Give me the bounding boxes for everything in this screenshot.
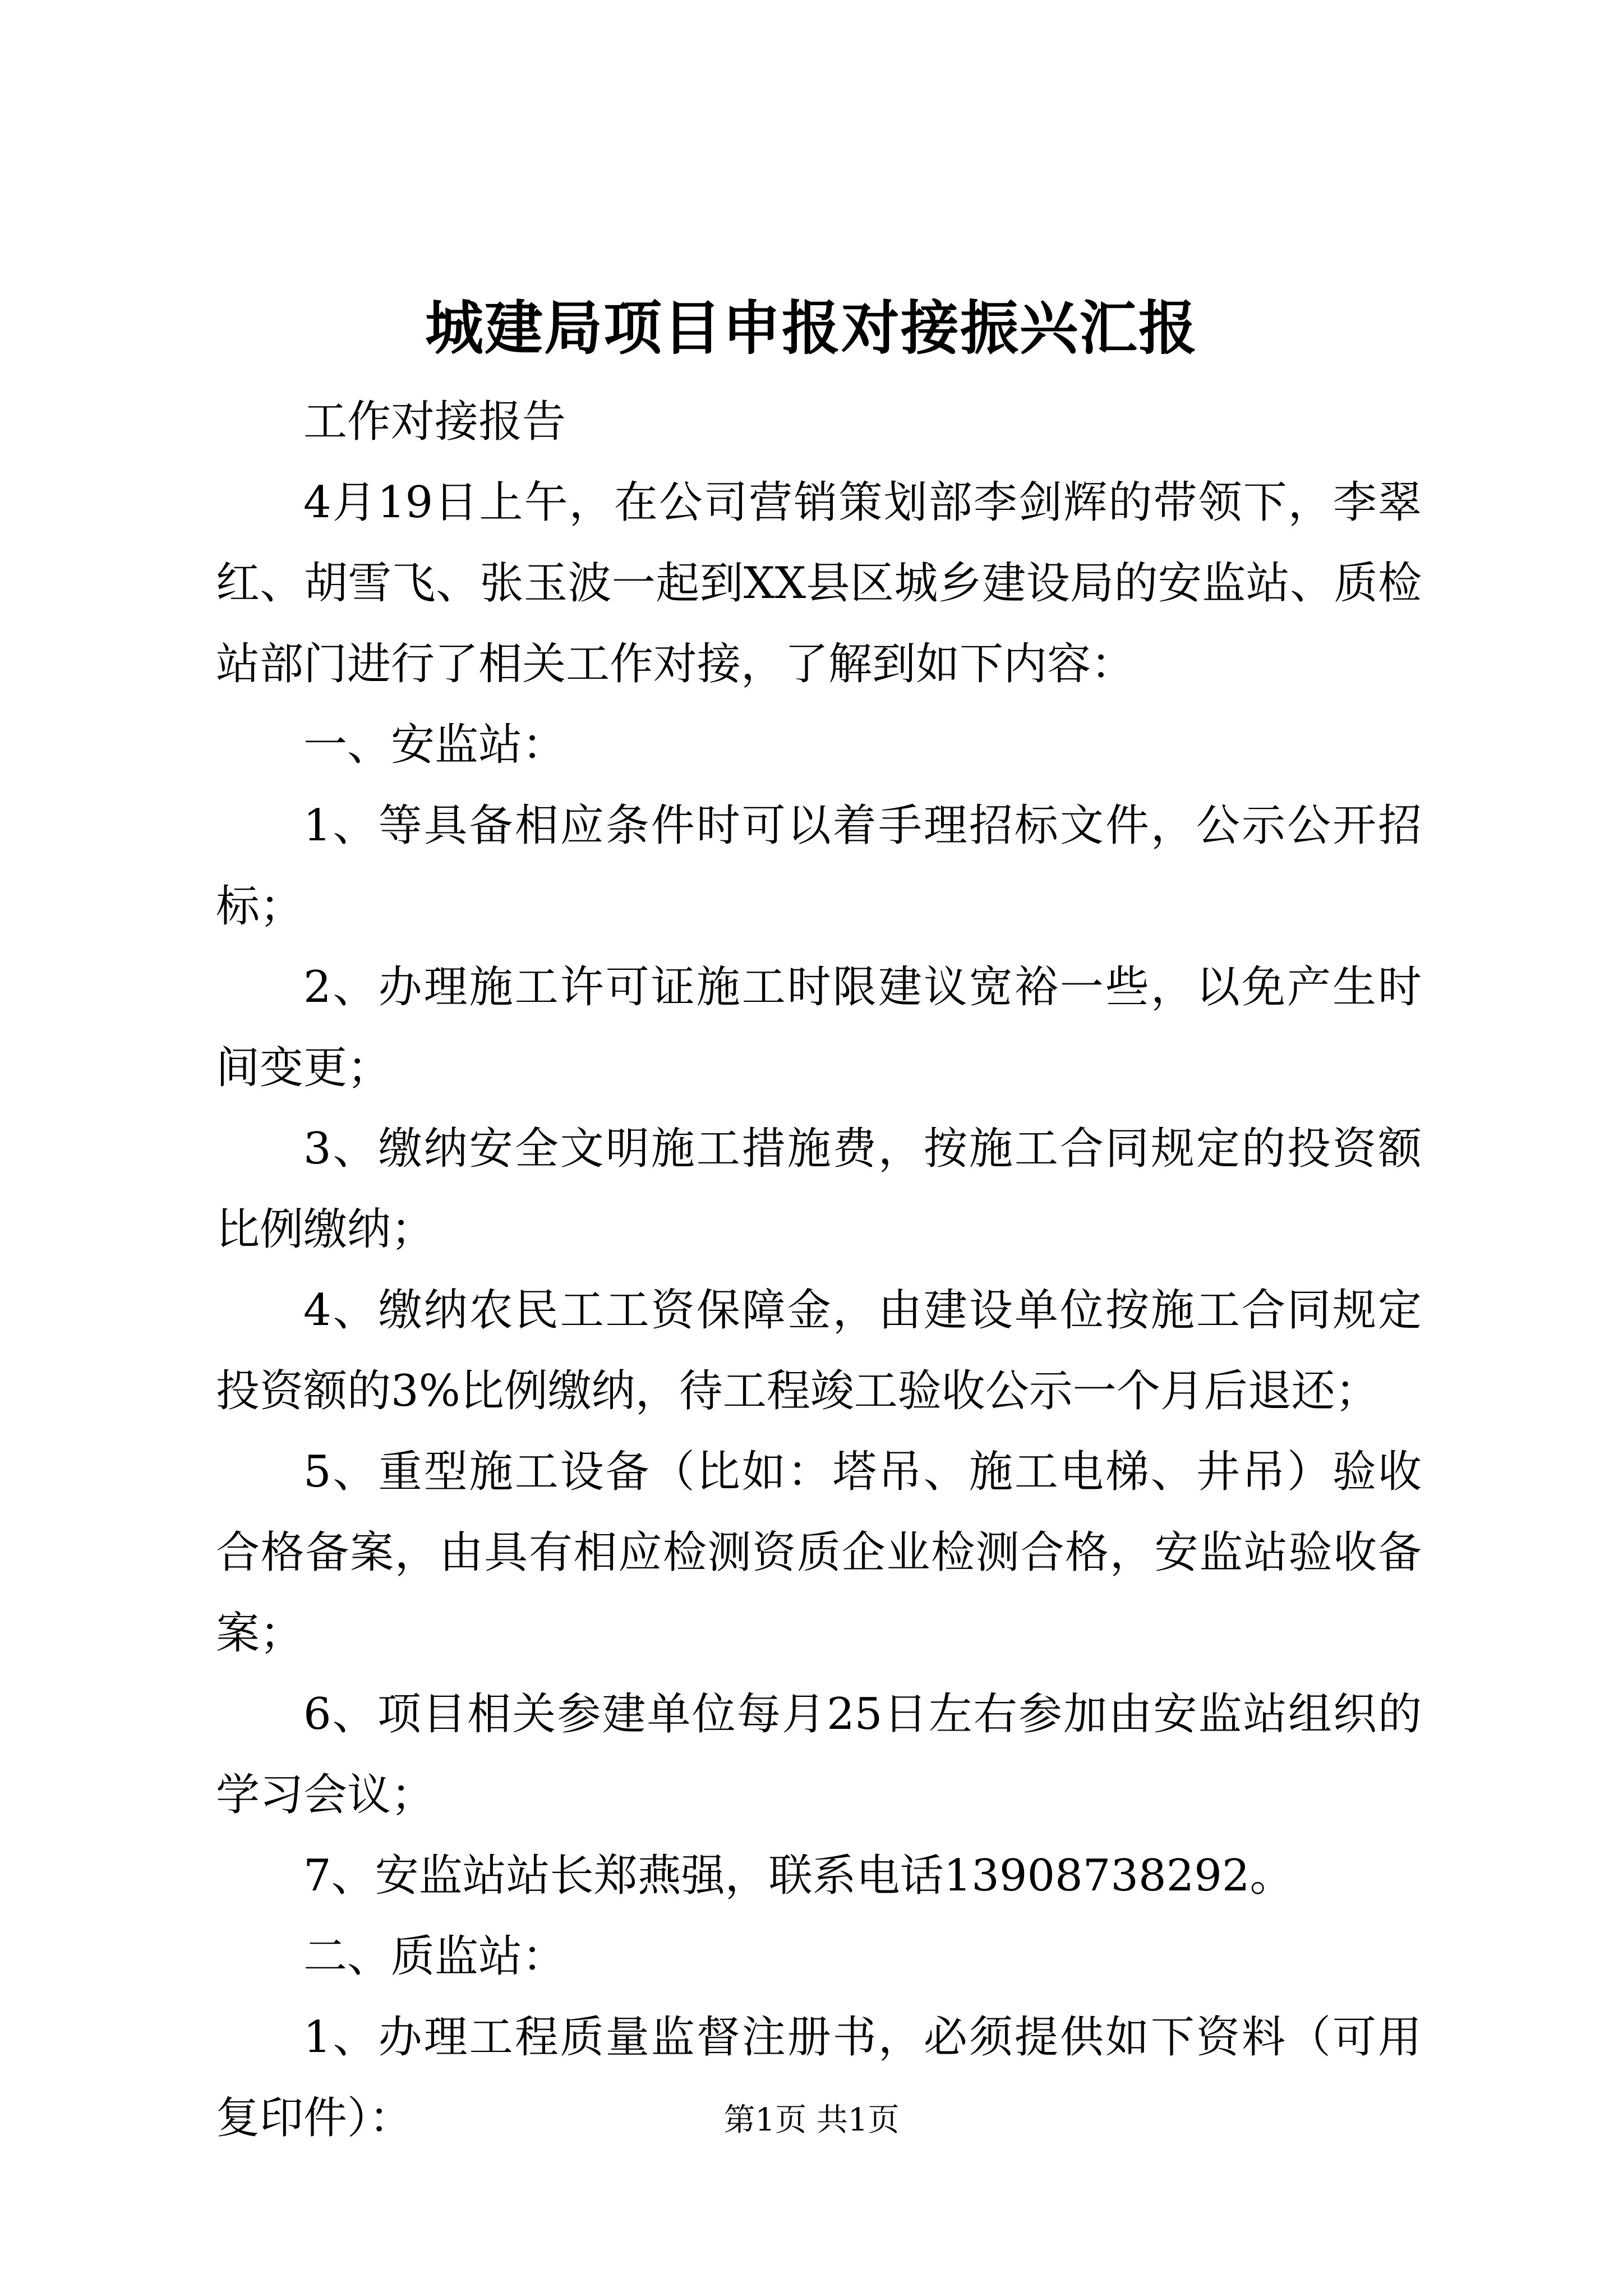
list-item: 2、办理施工许可证施工时限建议宽裕一些，以免产生时间变更； xyxy=(216,962,1422,1093)
list-item: 6、项目相关参建单位每月25日左右参加由安监站组织的学习会议； xyxy=(216,1689,1422,1820)
document-body xyxy=(216,381,1422,2159)
list-item: 4、缴纳农民工工资保障金，由建设单位按施工合同规定投资额的3%比例缴纳，待工程竣工验收公示一个月后退还； xyxy=(216,1285,1422,1416)
list-item: 7、安监站站长郑燕强，联系电话13908738292。 xyxy=(303,1851,1294,1901)
page-footer: 第1页 共1页 xyxy=(723,2102,900,2138)
list-item: 5、重型施工设备（比如：塔吊、施工电梯、井吊）验收合格备案，由具有相应检测资质企业检测合格，安监站验收备案； xyxy=(216,1447,1422,1659)
paragraph-intro: 4月19日上午，在公司营销策划部李剑辉的带领下，李翠红、胡雪飞、张玉波一起到XX县区城乡建设局的安监站、质检站部门进行了相关工作对接，了解到如下内容： xyxy=(216,477,1422,689)
list-item: 1、办理工程质量监督注册书，必须提供如下资料（可用复印件）： xyxy=(216,2012,1422,2143)
list-item: 3、缴纳安全文明施工措施费，按施工合同规定的投资额比例缴纳； xyxy=(216,1124,1422,1255)
list-item: 1、等具备相应条件时可以着手理招标文件，公示公开招标； xyxy=(216,800,1422,932)
paragraph-subtitle: 工作对接报告 xyxy=(303,397,566,447)
document-title: 城建局项目申报对接振兴汇报 xyxy=(425,293,1198,362)
section-heading-quality-station: 二、质监站： xyxy=(303,1931,566,1982)
section-heading-safety-station: 一、安监站： xyxy=(303,720,566,770)
